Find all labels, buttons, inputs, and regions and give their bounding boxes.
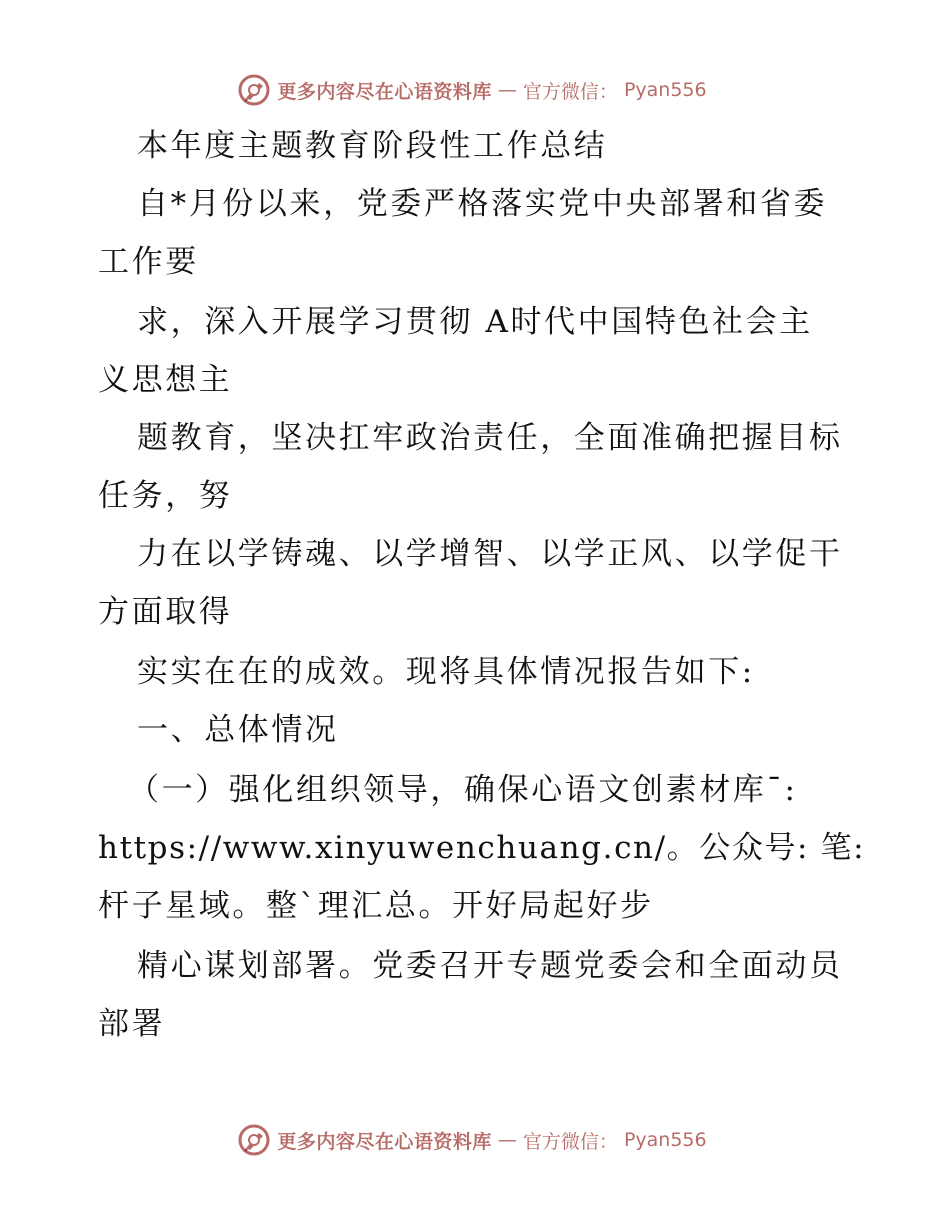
banner-separator: — xyxy=(497,1129,517,1151)
paragraph-line: 题教育，坚决扛牢政治责任，全面准确把握目标 xyxy=(137,420,843,456)
paragraph-line: https://www.xinyuwenchuang.cn/。公众号: 笔: xyxy=(98,830,866,866)
document-title: 本年度主题教育阶段性工作总结 xyxy=(137,128,608,164)
banner-wechat-label: 官方微信： xyxy=(522,80,618,103)
paragraph-line: 实实在在的成效。现将具体情况报告如下: xyxy=(137,654,755,690)
paragraph-line: 任务，努 xyxy=(98,478,233,514)
header-banner xyxy=(0,70,950,110)
paragraph-line: 部署 xyxy=(98,1006,166,1042)
banner-text: 更多内容尽在心语资料库 xyxy=(277,80,492,103)
paragraph-line: 工作要 xyxy=(98,244,199,280)
banner-wechat-id: Pyan556 xyxy=(623,1129,707,1151)
paragraph-line: 杆子星域。整`理汇总。开好局起好步 xyxy=(98,888,654,924)
pen-logo-icon xyxy=(237,73,271,107)
footer-banner xyxy=(0,1120,950,1160)
pen-logo-icon xyxy=(237,1123,271,1157)
banner-text: 更多内容尽在心语资料库 xyxy=(277,1130,492,1153)
banner-wechat-label: 官方微信： xyxy=(522,1130,618,1153)
paragraph-line: 义思想主 xyxy=(98,362,233,398)
banner-wechat-id: Pyan556 xyxy=(623,79,707,101)
paragraph-line: 力在以学铸魂、以学增智、以学正风、以学促干 xyxy=(137,536,843,572)
paragraph-line: 求，深入开展学习贯彻 A时代中国特色社会主 xyxy=(137,304,813,340)
banner-separator: — xyxy=(497,79,517,101)
paragraph-line: 自*月份以来，党委严格落实党中央部署和省委 xyxy=(137,186,828,222)
paragraph-line: 方面取得 xyxy=(98,594,233,630)
paragraph-line: 精心谋划部署。党委召开专题党委会和全面动员 xyxy=(137,948,843,984)
subsection-heading: （一）强化组织领导，确保心语文创素材库¯: xyxy=(128,772,798,808)
section-heading: 一、总体情况 xyxy=(137,712,339,748)
